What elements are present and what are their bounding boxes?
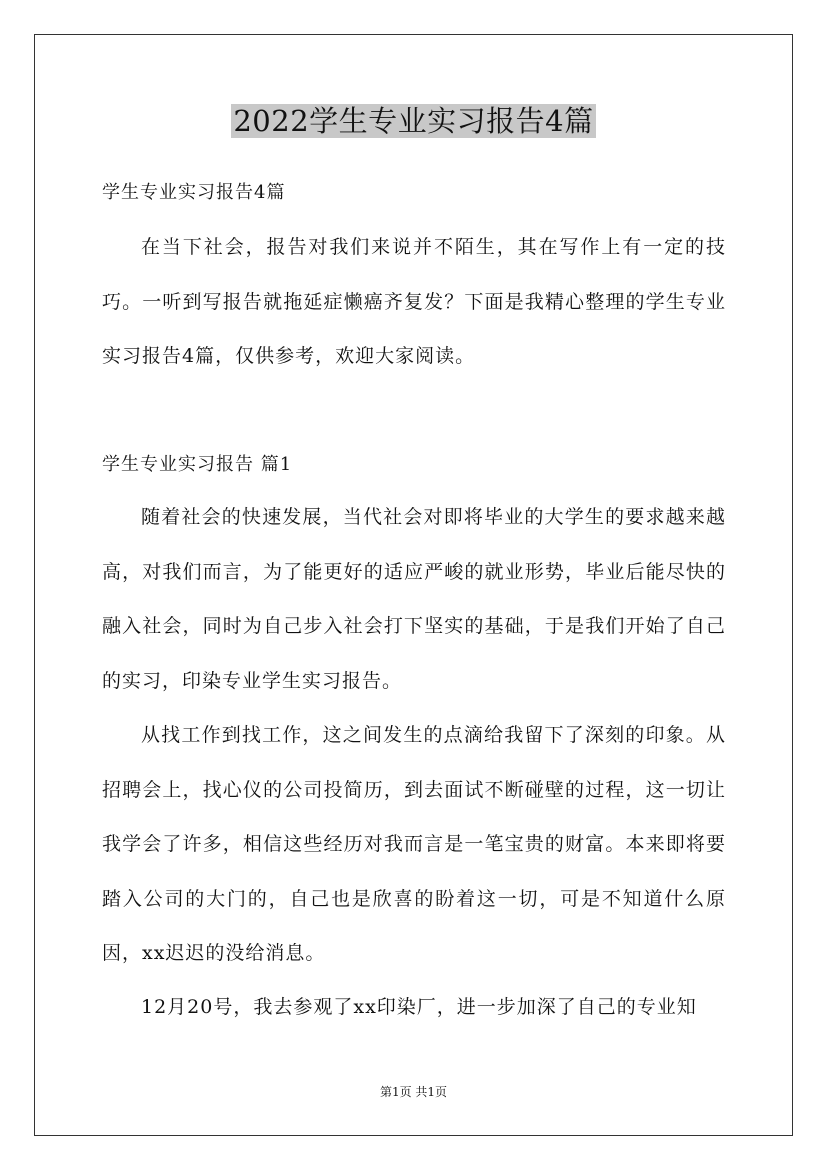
page-footer: 第1页 共1页 (379, 1085, 448, 1099)
document-subtitle: 学生专业实习报告4篇 (102, 182, 286, 203)
intro-paragraph: 在当下社会，报告对我们来说并不陌生，其在写作上有一定的技巧。一听到写报告就拖延症懒癌齐复发？下面是我精心整理的学生专业实习报告4篇，仅供参考，欢迎大家阅读。 (102, 236, 726, 367)
body-paragraph-2: 从找工作到找工作，这之间发生的点滴给我留下了深刻的印象。从招聘会上，找心仪的公司投简历，到去面试不断碰壁的过程，这一切让我学会了许多，相信这些经历对我而言是一笔宝贵的财富。本来即将要踏入公司的大门的，自己也是欣喜的盼着这一切，可是不知道什么原因，xx迟迟的没给消息。 (102, 724, 726, 964)
document-title-wrap (0, 100, 827, 142)
body-paragraph-1: 随着社会的快速发展，当代社会对即将毕业的大学生的要求越来越高，对我们而言，为了能更好的适应严峻的就业形势，毕业后能尽快的融入社会，同时为自己步入社会打下坚实的基础，于是我们开始了自己的实习，印染专业学生实习报告。 (102, 506, 726, 692)
document-title: 2022学生专业实习报告4篇 (233, 104, 594, 138)
section-heading: 学生专业实习报告 篇1 (102, 454, 293, 475)
body-paragraph-3: 12月20号，我去参观了xx印染厂，进一步加深了自己的专业知 (141, 996, 697, 1018)
